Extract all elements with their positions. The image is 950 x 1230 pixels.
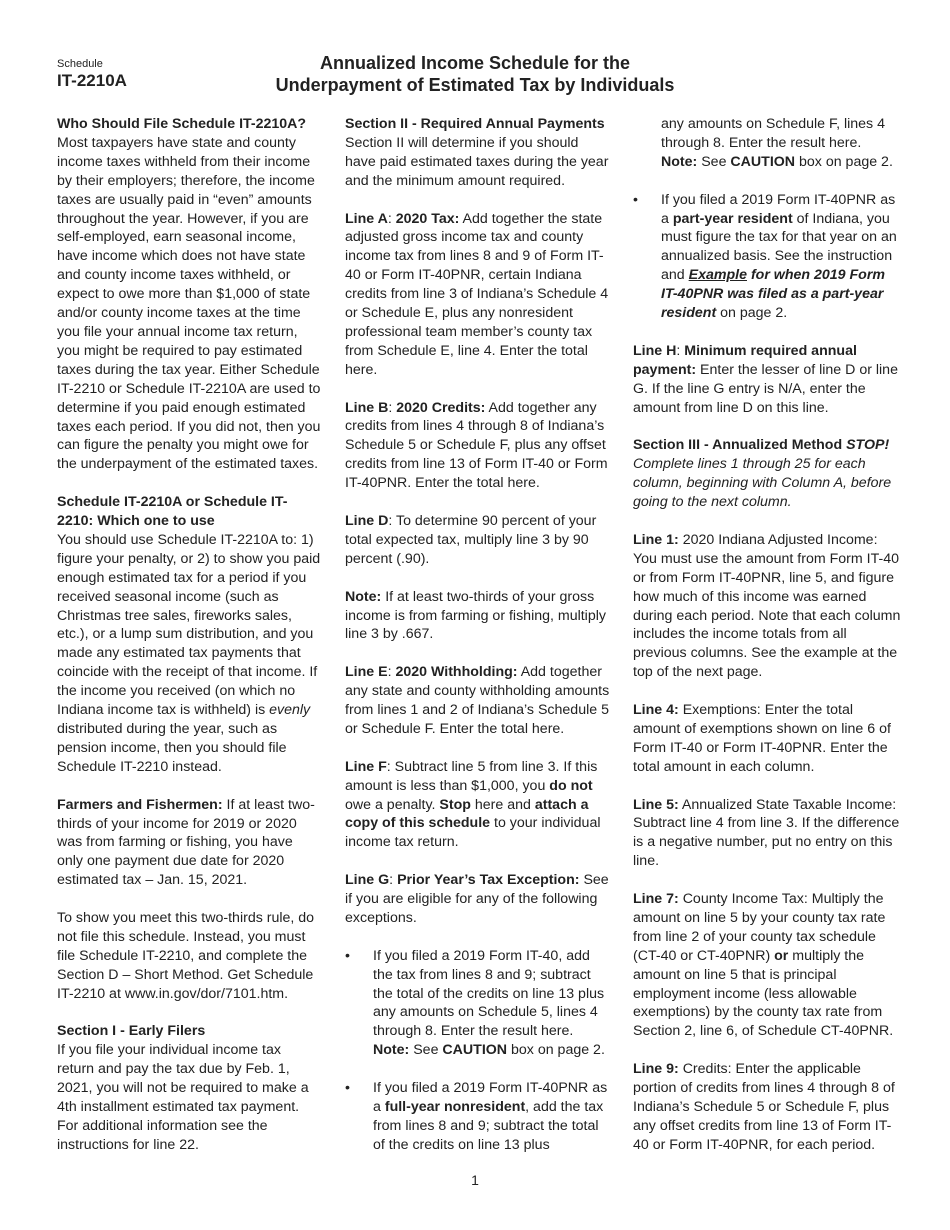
line-f-text-d: to your individual income tax return. bbox=[345, 815, 601, 851]
section-2-heading: Section II - Required Annual Payments bbox=[345, 116, 605, 132]
exception-bullet-3 bbox=[633, 191, 901, 323]
line-a-label: Line A bbox=[345, 210, 388, 227]
who-heading: Who Should File Schedule IT-2210A? bbox=[57, 116, 307, 132]
bullet-3-text-b: of Indiana, you must figure the tax for that year on an annualized basis. See the instruction and bbox=[661, 210, 897, 284]
line-7-or: or bbox=[774, 947, 789, 964]
farmers-text: If at least two-thirds of your income for 2019 or 2020 was from farming or fishing, you have only one payment due date for 2020 estimated tax – Jan. 15, 2021. bbox=[57, 796, 315, 889]
line-g-bold: Prior Year’s Tax Exception: bbox=[397, 872, 580, 889]
line-7-text-a: County Income Tax: Multiply the amount on line 5 by your county tax rate from line 2 of your county tax schedule (CT-40 or CT-40PNR) bbox=[633, 891, 886, 964]
schedule-id bbox=[57, 58, 127, 91]
line-b bbox=[345, 399, 610, 494]
column-2 bbox=[345, 115, 610, 1174]
line-e-bold: 2020 Withholding: bbox=[395, 664, 518, 681]
line-b-label: Line B bbox=[345, 399, 389, 416]
line-a-sep: : bbox=[387, 210, 392, 227]
exception-bullet-2 bbox=[345, 1079, 610, 1155]
schedule-label: Schedule bbox=[57, 58, 103, 70]
line-a-text: Add together the state adjusted gross income tax and county income tax from lines 8 and 9 of Form IT-40 or Form IT-40PNR, certain Indiana credits from line 3 of Indiana’s Schedule 4 or Schedule E, plus any nonresident professional team member’s county tax from Schedule E, line 4. Enter the total here. bbox=[345, 210, 609, 378]
who-text: Most taxpayers have state and county income taxes withheld from their income by their employers; therefore, the income taxes are usually paid in “even” amounts throughout the year. However, if you are self-employed, earn seasonal income, have income which does not have state and county income taxes withheld, or expect to owe more than $1,000 of state and/or county income taxes at the time you file your annual income tax return, you might be required to pay estimated taxes during the tax year. Either Schedule IT-2210 or Schedule IT-2210A are used to determine if you paid enough estimated taxes each period. If you did not, then you can figure the penalty you might owe for the underpayment of the estimated taxes. bbox=[57, 134, 321, 473]
line-7-label: Line 7: bbox=[633, 891, 679, 908]
early-heading: Section I - Early Filers bbox=[57, 1023, 206, 1040]
line-g-sep: : bbox=[389, 872, 394, 889]
bullet-2-bold: full-year nonresident bbox=[384, 1098, 526, 1115]
line-5-label: Line 5: bbox=[633, 796, 679, 813]
line-e bbox=[345, 663, 610, 739]
which-text-b: distributed during the year, such as pension income, then you should file Schedule IT-2210 instead. bbox=[57, 720, 287, 775]
bullet-2-tail: box on page 2. bbox=[799, 153, 893, 170]
which-text-em: evenly bbox=[269, 702, 311, 719]
section-3-text: Complete lines 1 through 25 for each column, beginning with Column A, before going to the next column. bbox=[633, 456, 892, 511]
line-f-bold-a: do not bbox=[549, 777, 593, 794]
line-g bbox=[345, 871, 610, 928]
bullet-3-bold: part-year resident bbox=[672, 210, 793, 227]
who-should-file bbox=[57, 115, 321, 474]
line-g-exceptions bbox=[345, 947, 610, 1155]
section-3-stop: STOP! bbox=[846, 437, 890, 454]
line-1-label: Line 1: bbox=[633, 531, 679, 548]
which-text-a: You should use Schedule IT-2210A to: 1) figure your penalty, or 2) to show you paid enough estimated tax for a period if you received seasonal income (such as Christmas tree sales, fireworks sales, etc.), or a lump sum distribution, and you made any estimated tax payments that coincide with the receipt of that income. If the income you received (on which no Indiana income tax is withheld) is bbox=[57, 531, 321, 719]
line-h-label: Line H bbox=[633, 342, 677, 359]
title-line-1: Annualized Income Schedule for the bbox=[319, 53, 631, 73]
bullet-1-caution: CAUTION bbox=[442, 1042, 508, 1059]
line-b-sep: : bbox=[388, 399, 393, 416]
line-e-text: Add together any state and county withholding amounts from lines 1 and 2 of Indiana’s Schedule 5 or Schedule F. Enter the total here. bbox=[345, 664, 610, 737]
schedule-code: IT-2210A bbox=[57, 71, 127, 90]
line-f-bold-b: Stop bbox=[439, 796, 471, 813]
bullet-2-note: Note: bbox=[661, 153, 698, 170]
line-f-bold-c: attach a copy of this schedule bbox=[345, 796, 589, 832]
line-7-text-b: multiply the amount on line 5 that is principal employment income (less allowable exemptions) by the county tax rate from Section 2, line 6, of Schedule CT-40PNR. bbox=[633, 947, 894, 1040]
line-g-exceptions-continued bbox=[633, 115, 901, 323]
line-e-sep: : bbox=[387, 664, 392, 681]
which-one bbox=[57, 493, 321, 777]
line-7 bbox=[633, 890, 901, 1041]
line-a-bold: 2020 Tax: bbox=[395, 210, 460, 227]
line-h-bold: Minimum required annual payment: bbox=[633, 342, 857, 378]
section-2-text: Section II will determine if you should have paid estimated taxes during the year and the minimum amount required. bbox=[345, 134, 609, 189]
line-d-text: : To determine 90 percent of your total expected tax, multiply line 3 by 90 percent (.90). bbox=[345, 512, 597, 567]
line-d bbox=[345, 512, 610, 569]
line-f-text-b: owe a penalty. bbox=[345, 796, 436, 813]
line-f bbox=[345, 758, 610, 853]
page-title bbox=[240, 52, 710, 96]
bullet-1-note: Note: bbox=[373, 1042, 410, 1059]
bullet-3-example: Example bbox=[688, 267, 747, 284]
bullet-1-text: If you filed a 2019 Form IT-40, add the tax from lines 8 and 9; subtract the total of the credits on line 13 plus any amounts on Schedule 5, lines 4 through 8. Enter the result here. bbox=[373, 947, 605, 1040]
which-heading: Schedule IT-2210A or Schedule IT-2210: Which one to use bbox=[57, 494, 288, 530]
bullet-2-cont: any amounts on Schedule F, lines 4 through 8. Enter the result here. bbox=[661, 116, 885, 151]
exception-bullet-1 bbox=[345, 947, 610, 1060]
column-3 bbox=[633, 115, 901, 1155]
line-b-text: Add together any credits from lines 4 through 8 of Indiana’s Schedule 5 or Schedule F, plus any offset credits from line 13 of Form IT-40 or Form IT-40PNR. Enter the total here. bbox=[345, 399, 608, 492]
line-e-label: Line E bbox=[345, 664, 388, 681]
line-4-label: Line 4: bbox=[633, 702, 679, 719]
section-3 bbox=[633, 436, 901, 512]
title-line-2: Underpayment of Estimated Tax by Individuals bbox=[275, 75, 675, 95]
exception-bullet-2-continued bbox=[633, 115, 901, 172]
line-b-bold: 2020 Credits: bbox=[396, 399, 486, 416]
line-4-text: Exemptions: Enter the total amount of exemptions shown on line 6 of Form IT-40 or Form IT-40PNR. Enter the total amount in each column. bbox=[633, 702, 891, 775]
line-9-label: Line 9: bbox=[633, 1061, 679, 1078]
line-5 bbox=[633, 796, 901, 872]
bullet-2-see: See bbox=[701, 153, 727, 170]
bullet-2-text-a: If you filed a 2019 Form IT-40PNR as a bbox=[373, 1080, 608, 1115]
line-1-text: 2020 Indiana Adjusted Income: You must use the amount from Form IT-40 or from Form IT-40PNR, line 5, and figure how much of this income was earned during each period. Note that each column includes the income totals from all previous columns. See the example at the top of the next page. bbox=[633, 531, 901, 681]
two-thirds-paragraph: To show you meet this two-thirds rule, do not file this schedule. Instead, you must file Schedule IT-2210, and complete the Section D – Short Method. Get Schedule IT-2210 at www.in.gov/dor/7101.htm. bbox=[57, 910, 315, 1002]
line-5-text: Annualized State Taxable Income: Subtract line 4 from line 3. If the difference is a negative number, put no entry on this line. bbox=[633, 796, 900, 870]
early-text: If you file your individual income tax return and pay the tax due by Feb. 1, 2021, you will not be required to make a 4th installment estimated tax payment. For additional information see the instructions for line 22. bbox=[57, 1042, 309, 1153]
bullet-3-text-a: If you filed a 2019 Form IT-40PNR as a bbox=[661, 191, 896, 227]
line-d-label: Line D bbox=[345, 512, 389, 529]
line-h bbox=[633, 342, 901, 418]
line-g-text: See if you are eligible for any of the following exceptions. bbox=[345, 872, 609, 926]
farmers-label: Farmers and Fishermen: bbox=[57, 796, 223, 813]
line-9 bbox=[633, 1060, 901, 1155]
note-farming bbox=[345, 588, 610, 645]
line-4 bbox=[633, 701, 901, 777]
line-h-text: Enter the lesser of line D or line G. If the line G entry is N/A, enter the amount from line D on this line. bbox=[633, 361, 898, 416]
line-h-sep: : bbox=[676, 342, 681, 359]
bullet-1-see: See bbox=[413, 1042, 439, 1059]
farmers-paragraph bbox=[57, 796, 321, 891]
line-f-label: Line F bbox=[345, 758, 387, 775]
bullet-3-bolditalic: for when 2019 Form IT-40PNR was filed as a part-year resident bbox=[661, 267, 885, 322]
page-number: 1 bbox=[471, 1172, 479, 1188]
bullet-2-text-b: , add the tax from lines 8 and 9; subtract the total of the credits on line 13 plus bbox=[373, 1098, 604, 1153]
line-1 bbox=[633, 531, 901, 682]
section-2 bbox=[345, 115, 610, 191]
bullet-3-tail: on page 2. bbox=[720, 305, 788, 322]
line-f-text-c: here and bbox=[474, 796, 531, 813]
line-f-text-a: : Subtract line 5 from line 3. If this amount is less than $1,000, you bbox=[345, 758, 598, 794]
section-3-heading: Section III - Annualized Method bbox=[633, 437, 843, 454]
line-a bbox=[345, 210, 610, 380]
early-filers bbox=[57, 1022, 321, 1154]
note-label: Note: bbox=[345, 588, 382, 605]
bullet-2-caution: CAUTION bbox=[730, 153, 796, 170]
column-1 bbox=[57, 115, 321, 1155]
line-g-label: Line G bbox=[345, 872, 390, 889]
bullet-1-tail: box on page 2. bbox=[511, 1042, 605, 1059]
note-text: If at least two-thirds of your gross income is from farming or fishing, multiply line 3 by .667. bbox=[345, 588, 606, 643]
line-9-text: Credits: Enter the applicable portion of credits from lines 4 through 8 of Indiana’s Schedule 5 or Schedule F, plus any offset credits from line 13 of Form IT-40 or Form IT-40PNR, for each period. bbox=[633, 1061, 895, 1153]
